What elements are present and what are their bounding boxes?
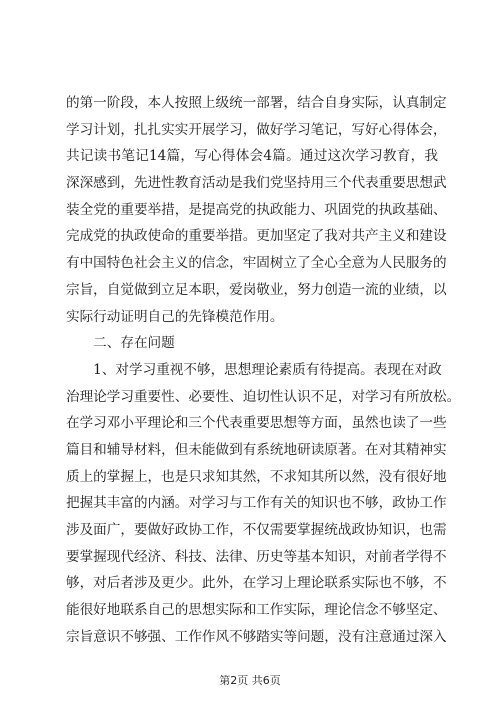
text-line: 篇目和辅导材料，但未能做到有系统地研读原著。在对其精神实	[66, 441, 447, 458]
text-line: 的第一阶段，本人按照上级统一部署，结合自身实际，认真制定	[66, 95, 447, 111]
page-number-footer: 第2页 共6页	[219, 674, 281, 687]
text-line: 把握其丰富的内涵。对学习与工作有关的知识也不够，政协工作	[66, 495, 447, 512]
text-line: 在学习邓小平理论和三个代表重要思想等方面，虽然也读了一些	[66, 415, 447, 432]
text-line: 完成党的执政使命的重要举措。更加坚定了我对共产主义和建设	[66, 228, 447, 245]
text-line: 能很好地联系自己的思想实际和工作实际，理论信念不够坚定、	[66, 602, 447, 619]
text-line: 深深感到，先进性教育活动是我们党坚持用三个代表重要思想武	[66, 175, 447, 192]
text-line: 装全党的重要举措，是提高党的执政能力、巩固党的执政基础、	[66, 201, 447, 218]
text-line: 共记读书笔记14篇，写心得体会4篇。通过这次学习教育，我	[66, 148, 438, 165]
text-line: 够，对后者涉及更少。此外，在学习上理论联系实际也不够，不	[66, 575, 447, 592]
text-line: 1、对学习重视不够，思想理论素质有待提高。表现在对政	[66, 361, 442, 378]
text-line: 宗旨，自觉做到立足本职，爱岗敬业，努力创造一流的业绩，以	[66, 281, 447, 298]
text-line: 宗旨意识不够强、工作作风不够踏实等问题，没有注意通过深入	[66, 628, 447, 645]
section-heading: 二、存在问题	[66, 335, 175, 352]
text-line: 治理论学习重要性、必要性、迫切性认识不足，对学习有所放松。	[66, 388, 461, 405]
text-line: 实际行动证明自己的先锋模范作用。	[66, 308, 284, 325]
text-line: 要掌握现代经济、科技、法律、历史等基本知识，对前者学得不	[66, 548, 447, 565]
text-line: 质上的掌握上，也是只求知其然，不求知其所以然，没有很好地	[66, 468, 447, 485]
text-line: 涉及面广，要做好政协工作，不仅需要掌握统战政协知识，也需	[66, 522, 447, 538]
text-line: 学习计划，扎扎实实开展学习，做好学习笔记，写好心得体会，	[66, 121, 447, 138]
text-line: 有中国特色社会主义的信念，牢固树立了全心全意为人民服务的	[66, 255, 447, 272]
body-text	[66, 90, 461, 650]
